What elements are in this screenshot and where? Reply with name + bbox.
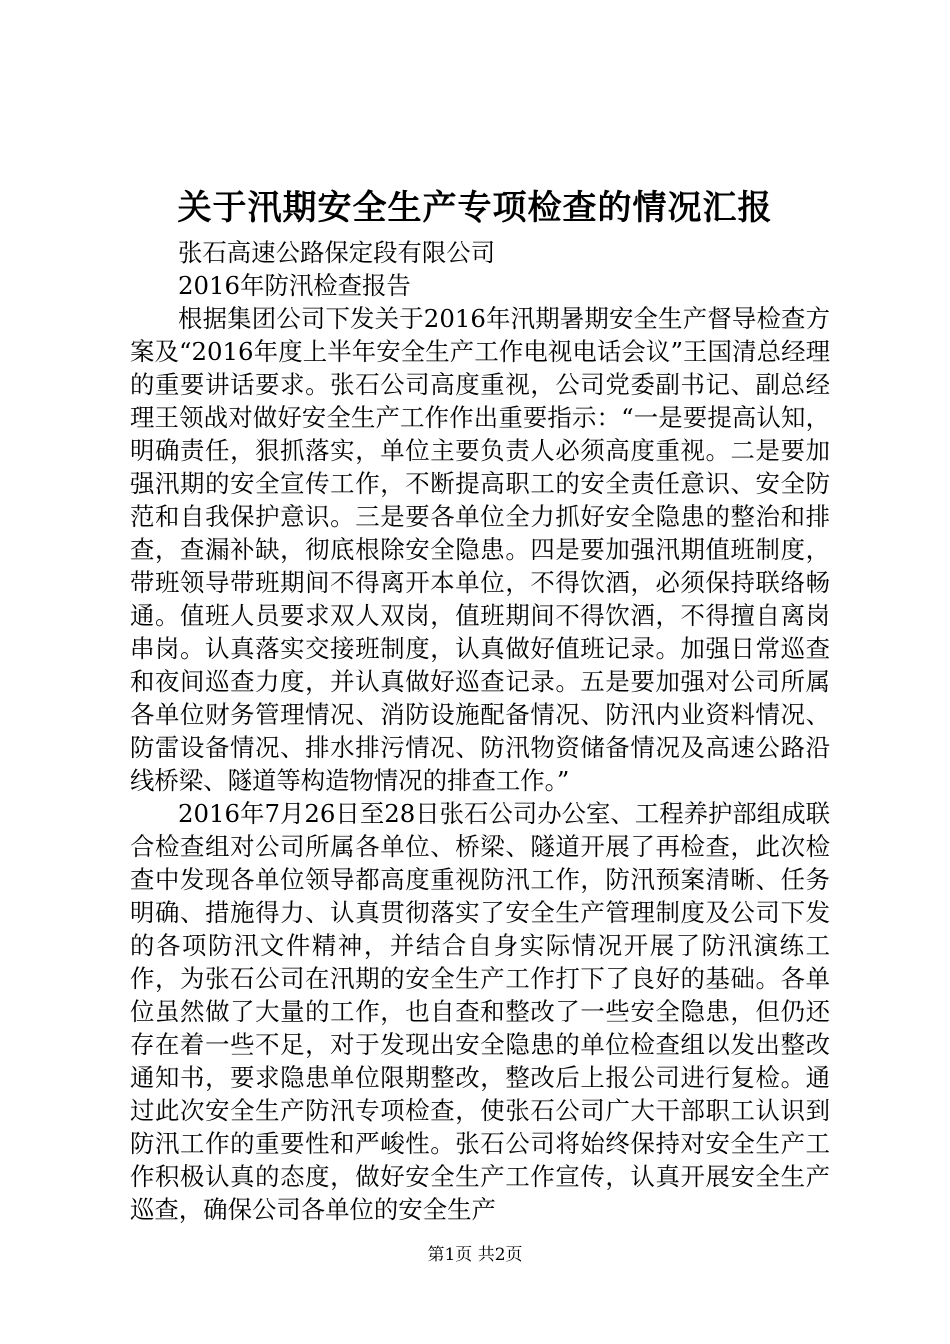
- report-subtitle: 2016年防汛检查报告: [178, 271, 411, 300]
- paragraph-1: 根据集团公司下发关于2016年汛期暑期安全生产督导检查方案及“2016年度上半年安全生产工作电视电话会议”王国清总经理的重要讲话要求。张石公司高度重视，公司党委副书记、副总经理王领战对做好安全生产工作作出重要指示：“一是要提高认知，明确责任，狠抓落实，单位主要负责人必须高度重视。二是要加强汛期的安全宣传工作，不断提高职工的安全责任意识、安全防范和自我保护意识。三是要各单位全力抓好安全隐患的整治和排查，查漏补缺，彻底根除安全隐患。四是要加强汛期值班制度，带班领导带班期间不得离开本单位，不得饮酒，必须保持联络畅通。值班人员要求双人双岗，值班期间不得饮酒，不得擅自离岗串岗。认真落实交接班制度，认真做好值班记录。加强日常巡查和夜间巡查力度，并认真做好巡查记录。五是要加强对公司所属各单位财务管理情况、消防设施配备情况、防汛内业资料情况、防雷设备情况、排水排污情况、防汛物资储备情况及高速公路沿线桥梁、隧道等构造物情况的排查工作。”: [130, 304, 830, 795]
- document-body: [130, 236, 830, 1226]
- document-title: 关于汛期安全生产专项检查的情况汇报: [177, 188, 773, 228]
- paragraph-2: 2016年7月26日至28日张石公司办公室、工程养护部组成联合检查组对公司所属各单位、桥梁、隧道开展了再检查，此次检查中发现各单位领导都高度重视防汛工作，防汛预案清晰、任务明确、措施得力、认真贯彻落实了安全生产管理制度及公司下发的各项防汛文件精神，并结合自身实际情况开展了防汛演练工作，为张石公司在汛期的安全生产工作打下了良好的基础。各单位虽然做了大量的工作，也自查和整改了一些安全隐患，但仍还存在着一些不足，对于发现出安全隐患的单位检查组以发出整改通知书，要求隐患单位限期整改，整改后上报公司进行复检。通过此次安全生产防汛专项检查，使张石公司广大干部职工认识到防汛工作的重要性和严峻性。张石公司将始终保持对安全生产工作积极认真的态度，做好安全生产工作宣传，认真开展安全生产巡查，确保公司各单位的安全生产: [130, 799, 830, 1224]
- company-name: 张石高速公路保定段有限公司: [178, 238, 496, 267]
- page-footer: 第1页 共2页: [427, 1245, 523, 1265]
